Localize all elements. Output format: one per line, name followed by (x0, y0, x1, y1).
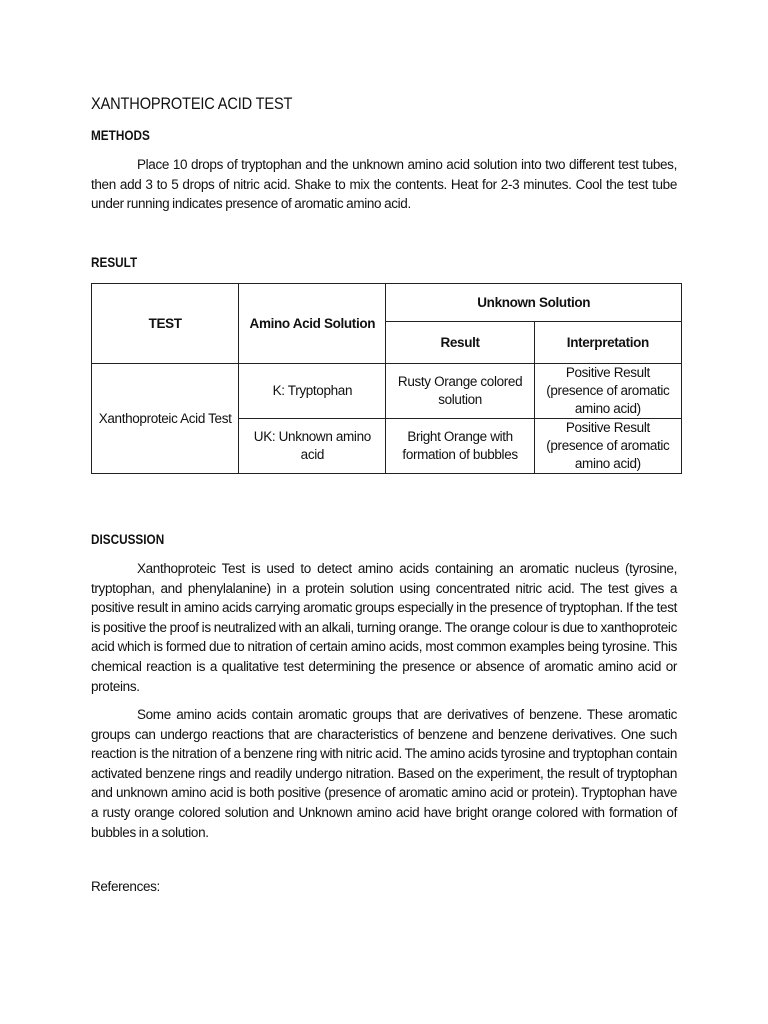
amino-cell: K: Tryptophan (239, 364, 386, 419)
header-result: Result (386, 322, 534, 364)
amino-cell: UK: Unknown amino acid (239, 419, 386, 474)
result-cell: Bright Orange with formation of bubbles (386, 419, 534, 474)
references-label: References: (91, 879, 160, 894)
header-interpretation: Interpretation (534, 322, 681, 364)
header-amino-acid-solution: Amino Acid Solution (239, 284, 386, 364)
test-name-cell: Xanthoproteic Acid Test (92, 364, 239, 474)
interpretation-cell: Positive Result (presence of aromatic amino acid) (534, 364, 681, 419)
result-cell: Rusty Orange colored solution (386, 364, 534, 419)
interpretation-cell: Positive Result (presence of aromatic amino acid) (534, 419, 681, 474)
discussion-paragraph-2: Some amino acids contain aromatic groups that are derivatives of benzene. These aromatic groups can undergo reactions that are characteristics of benzene and benzene derivatives. One such reaction is the nitration of a benzene ring with nitric acid. The amino acids tyrosine and tryptophan contain activated benzene rings and readily undergo nitration. Based on the experiment, the result of tryptophan and unknown amino acid is both positive (presence of aromatic amino acid or protein). Tryptophan have a rusty orange colored solution and Unknown amino acid have bright orange colored with formation of bubbles in a solution. (91, 707, 677, 840)
header-unknown-solution: Unknown Solution (386, 284, 682, 322)
methods-paragraph: Place 10 drops of tryptophan and the unknown amino acid solution into two different test tubes, then add 3 to 5 drops of nitric acid. Shake to mix the contents. Heat for 2-3 minutes. Cool the test tube under running indicates presence of aromatic amino acid. (91, 157, 677, 212)
result-heading: RESULT (91, 254, 138, 270)
methods-heading: METHODS (91, 127, 150, 143)
header-test: TEST (92, 284, 239, 364)
page-title: XANTHOPROTEIC ACID TEST (91, 94, 293, 113)
table-row (92, 364, 682, 419)
results-table (91, 283, 682, 474)
discussion-heading: DISCUSSION (91, 531, 165, 547)
discussion-paragraph-1: Xanthoproteic Test is used to detect amino acids containing an aromatic nucleus (tyrosine, tryptophan, and phenylalanine) in a protein solution using concentrated nitric acid. The test gives a positive result in amino acids carrying aromatic groups especially in the presence of tryptophan. If the test is positive the proof is neutralized with an alkali, turning orange. The orange colour is due to xanthoproteic acid which is formed due to nitration of certain amino acids, most common examples being tyrosine. This chemical reaction is a qualitative test determining the presence or absence of aromatic amino acid or proteins. (91, 561, 677, 694)
